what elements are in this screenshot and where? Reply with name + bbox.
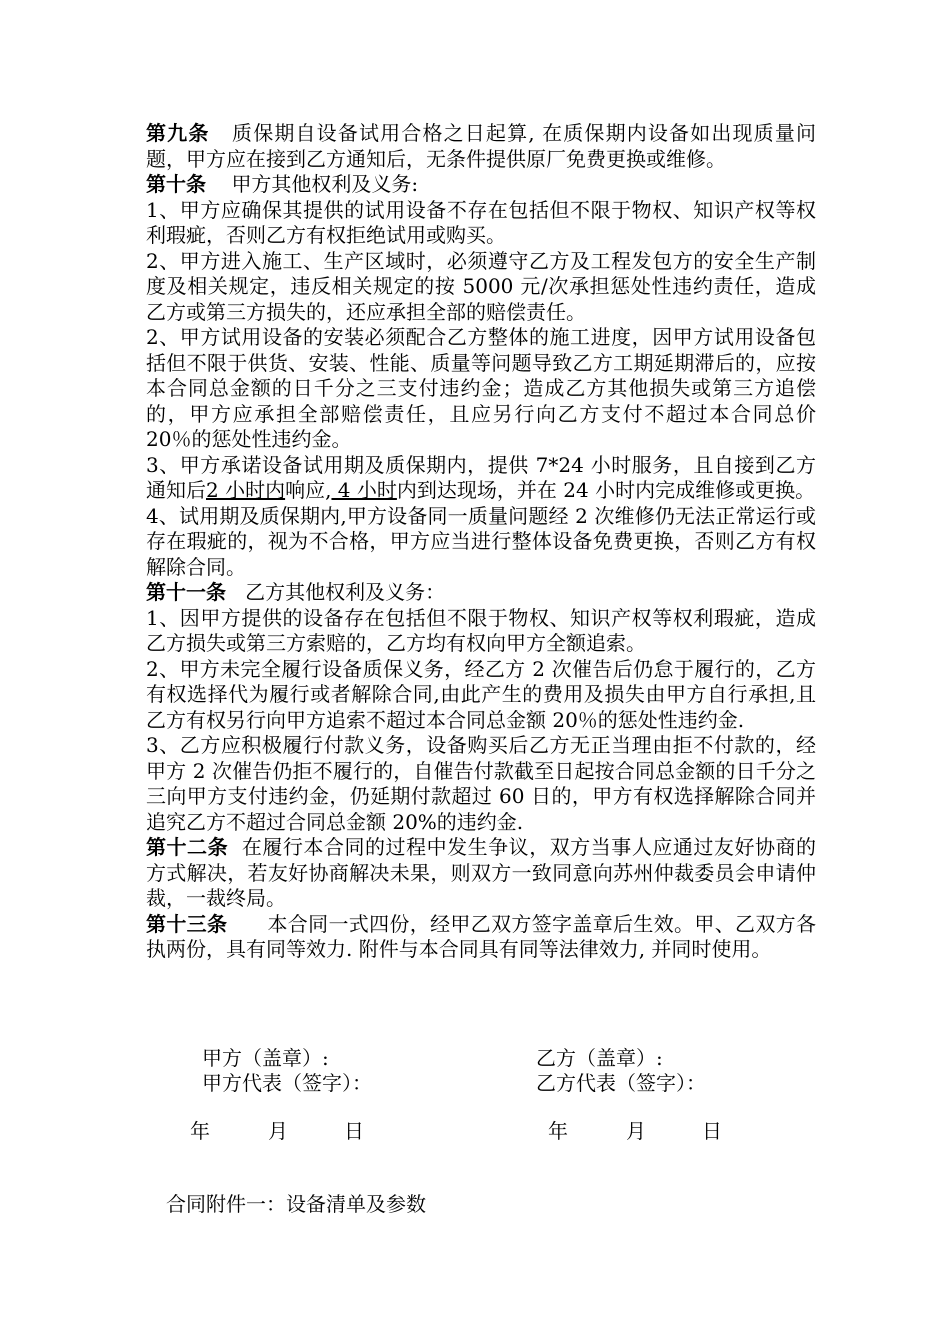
- article-9: [146, 121, 816, 172]
- party-a-date: [190, 1119, 364, 1144]
- article-9-text: 质保期自设备试用合格之日起算, 在质保期内设备如出现质量问题，甲方应在接到乙方通知后，无条件提供原厂免费更换或维修。: [146, 121, 817, 171]
- item-4-text-a: 3、甲方承诺设备试用期及质保期内，提供 7*24 小时服务，且自接到乙方通知后: [146, 452, 816, 502]
- day-label: 日: [344, 1119, 364, 1143]
- item-4-underline-1: 2 小时内: [206, 478, 286, 502]
- contract-body: [146, 121, 816, 963]
- article-12-text: 在履行本合同的过程中发生争议，双方当事人应通过友好协商的方式解决，若友好协商解决未果，则双方一致同意向苏州仲裁委员会申请仲裁，一裁终局。: [146, 835, 817, 910]
- article-11-item-2: 2、甲方未完全履行设备质保义务，经乙方 2 次催告后仍怠于履行的，乙方有权选择代为履行或者解除合同,由此产生的费用及损失由甲方自行承担,且乙方有权另行向甲方追索不超过本合同总金额 20％的惩处性违约金.: [146, 656, 816, 732]
- article-13-text: 本合同一式四份，经甲乙双方签字盖章后生效。甲、乙双方各执两份，具有同等效力. 附件与本合同具有同等法律效力, 并同时使用。: [146, 911, 817, 961]
- day-label: 日: [702, 1119, 722, 1143]
- item-4-text-c: 内到达现场，并在 24 小时内完成维修或更换。: [396, 478, 816, 502]
- article-10-item-1: 1、甲方应确保其提供的试用设备不存在包括但不限于物权、知识产权等权利瑕疵，否则乙方有权拒绝试用或购买。: [146, 197, 816, 247]
- article-12: [146, 835, 816, 912]
- article-10-title-text: 甲方其他权利及义务:: [231, 172, 419, 196]
- article-10-item-3: 2、甲方试用设备的安装必须配合乙方整体的施工进度，因甲方试用设备包括但不限于供货、安装、性能、质量等问题导致乙方工期延期滞后的，应按本合同总金额的日千分之三支付违约金；造成乙方其他损失或第三方追偿的，甲方应承担全部赔偿责任，且应另行向乙方支付不超过本合同总价 20％的惩处性违约金。: [146, 325, 816, 451]
- article-11-title-text: 乙方其他权利及义务：: [245, 580, 446, 604]
- article-12-heading: 第十二条: [146, 835, 229, 859]
- article-10-item-2: 2、甲方进入施工、生产区域时，必须遵守乙方及工程发包方的安全生产制度及相关规定，违反相关规定的按 5000 元/次承担惩处性违约责任，造成乙方或第三方损失的，还应承担全部的赔偿责任。: [146, 248, 816, 324]
- article-9-heading: 第九条: [146, 121, 210, 145]
- item-4-text-b: 响应,: [285, 478, 332, 502]
- item-4-underline-2: 4 小时: [331, 478, 397, 502]
- article-11-item-3: 3、乙方应积极履行付款义务，设备购买后乙方无正当理由拒不付款的，经甲方 2 次催告仍拒不履行的，自催告付款截至日起按合同总金额的日千分之三向甲方支付违约金，仍延期付款超过 60 日的，甲方有权选择解除合同并追究乙方不超过合同总金额 20%的违约金.: [146, 733, 816, 834]
- party-b-seal: 乙方（盖章）:: [536, 1046, 663, 1070]
- month-label: 月: [626, 1119, 646, 1143]
- article-10-heading: 第十条: [146, 172, 206, 196]
- article-10-item-5: 4、试用期及质保期内,甲方设备同一质量问题经 2 次维修仍无法正常运行或存在瑕疵的，视为不合格，甲方应当进行整体设备免费更换，否则乙方有权解除合同。: [146, 503, 816, 579]
- article-11-heading: 第十一条: [146, 580, 226, 604]
- article-13: [146, 912, 816, 963]
- month-label: 月: [268, 1119, 288, 1143]
- party-a-representative: 甲方代表（签字）：: [202, 1071, 372, 1095]
- article-10-title: [146, 172, 816, 198]
- party-a-seal: 甲方（盖章）:: [202, 1046, 329, 1070]
- party-b-date: [548, 1119, 722, 1144]
- attachment-title: 合同附件一：设备清单及参数: [166, 1192, 426, 1216]
- year-label: 年: [190, 1119, 210, 1143]
- article-11-item-1: 1、因甲方提供的设备存在包括但不限于物权、知识产权等权利瑕疵，造成乙方损失或第三方索赔的，乙方均有权向甲方全额追索。: [146, 605, 816, 655]
- article-13-heading: 第十三条: [146, 911, 228, 936]
- article-11-title: [146, 580, 816, 606]
- party-b-representative: 乙方代表（签字）：: [536, 1071, 706, 1095]
- article-10-item-4: [146, 453, 816, 504]
- year-label: 年: [548, 1119, 568, 1143]
